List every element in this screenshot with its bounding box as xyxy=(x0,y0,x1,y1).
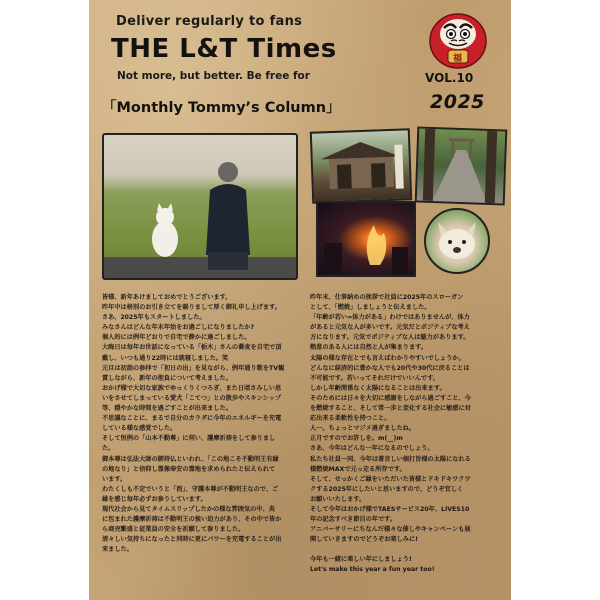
paragraph: 熱意のある人には自然と人が集まります。 太陽の様な存在とでも言えばわかりやすいでしょうか。 どんなに経済的に豊かな人でも20代や30代に戻ることは 不可能です。若いってそれだけでいいんです。 しかし年齢関係なく太陽になることは出来ます。 そのためには日々を大切に感謝をしながら過ごすこと、今 を燃焼すること、そして常一歩と変化する社会に敏感に対 応出来る柔軟性を持つこと。 人一。ちょっとマジメ過ぎましたね。 正月ですのでお許しを。m(__)m さあ、今年はどんな一年になるのでしょう。 私たち社員一同、今年は著音しい個打旨様の太陽になれる 様燃焼MAXで元っ走る所存です。 そして、せっかくご縁をいただいた皆様とドキドキワクワ クする2025年にしたいと思いますので、どうぞ宜しく お願いいたします。 そして今年はおかげ様でTAESサービス20年、LIVES10 年の記念すべき節目の年です。 アニバーサリーにちなんだ様々な催しやキャンペーンも展 開していきますのでどうぞお楽しみに! xyxy=(310,344,471,544)
daruma-badge-text: 福 xyxy=(453,54,463,64)
newsletter-page xyxy=(89,0,511,600)
closing-message: 今年も一緒に楽しい年にしましょう! Let's make this year a fun year too! xyxy=(310,556,435,574)
volume-number: VOL.10 xyxy=(425,71,474,85)
man-with-dog-on-bench-photo xyxy=(102,133,298,280)
dog-portrait-photo xyxy=(424,208,490,274)
issue-year: 2025 xyxy=(430,91,485,113)
header-tagline: Deliver regularly to fans xyxy=(116,14,303,29)
newsletter-title: THE L&T Times xyxy=(111,34,337,64)
paragraph: さあ、2025年もスタートしました。 みなさんはどんな年末年始をお過ごしになりましたか? 個人的には例年どおりで自宅で静かに過ごしました。 大晦日は毎年お世話になっている「栃木」さんの蕎麦を自宅で頂 戴し、いつも通り22時には就寝しました。笑 元旦は初詣の参拝で「初日の出」を見ながら、例年通り歌をTV観 賞しながら、新年の抱負について考えました。 おかげ様で大切な家族でゆっくりくつろぎ、また日頃さみしい思 いをさせてしまっている愛犬「こてつ」との散歩やスキンシップ 等、穏やかな時間を過ごすことが出来ました。 不思議なことに、まるで自分のカラダに今年のエネルギーを充電 している様な感覚でした。 そして恒例の「山本不動尊」に伺い、護摩祈祷をして参りまし た。 御本尊は弘法大師の御持仏といわれ、「この地こそ不動明王有縁 の地なり」と信仰し霊像奉安の霊地を求められたと伝えられて います。 わたくしも不定でいうと「酉」、守護本尊が不動明王なので、ご 縁を感じ毎年必ずお参りしています。 現代社会から見てタイムスリップしたかの様な雰囲気の中、炎 に包まれた護摩祈祷は不動明王の強い迫力があり、その中で皆か ら商売繁盛と従業員の安全を祈願して参りました。 清々しい気持ちになったと同時に更にパワーを充電することが出 来ました。 xyxy=(102,314,285,554)
column-body-right xyxy=(310,293,504,576)
header-subtagline: Not more, but better. Be free for xyxy=(117,70,310,82)
shrine-path-photo xyxy=(415,126,508,205)
column-title: 「Monthly Tommy’s Column」 xyxy=(102,100,341,116)
paragraph: 皆様、新年あけましておめでとうございます。 昨年中は格別のお引き立てを賜りまして厚く御礼申し上げます。 xyxy=(102,294,281,312)
column-body-left xyxy=(102,293,300,555)
shrine-photo xyxy=(310,128,412,203)
paragraph: 昨年末、仕事納めの挨拶で社員に2025年のスローガン として、「燃焼」しましょうと伝えました。 「年齢が若い=体力がある」わけではありませんが、体力 があると元気な人が多いです。元気だとポジティブな考え 方になります。元気でポジティブな人は魅力があります。 xyxy=(310,294,470,342)
night-bonfire-photo xyxy=(316,201,416,277)
